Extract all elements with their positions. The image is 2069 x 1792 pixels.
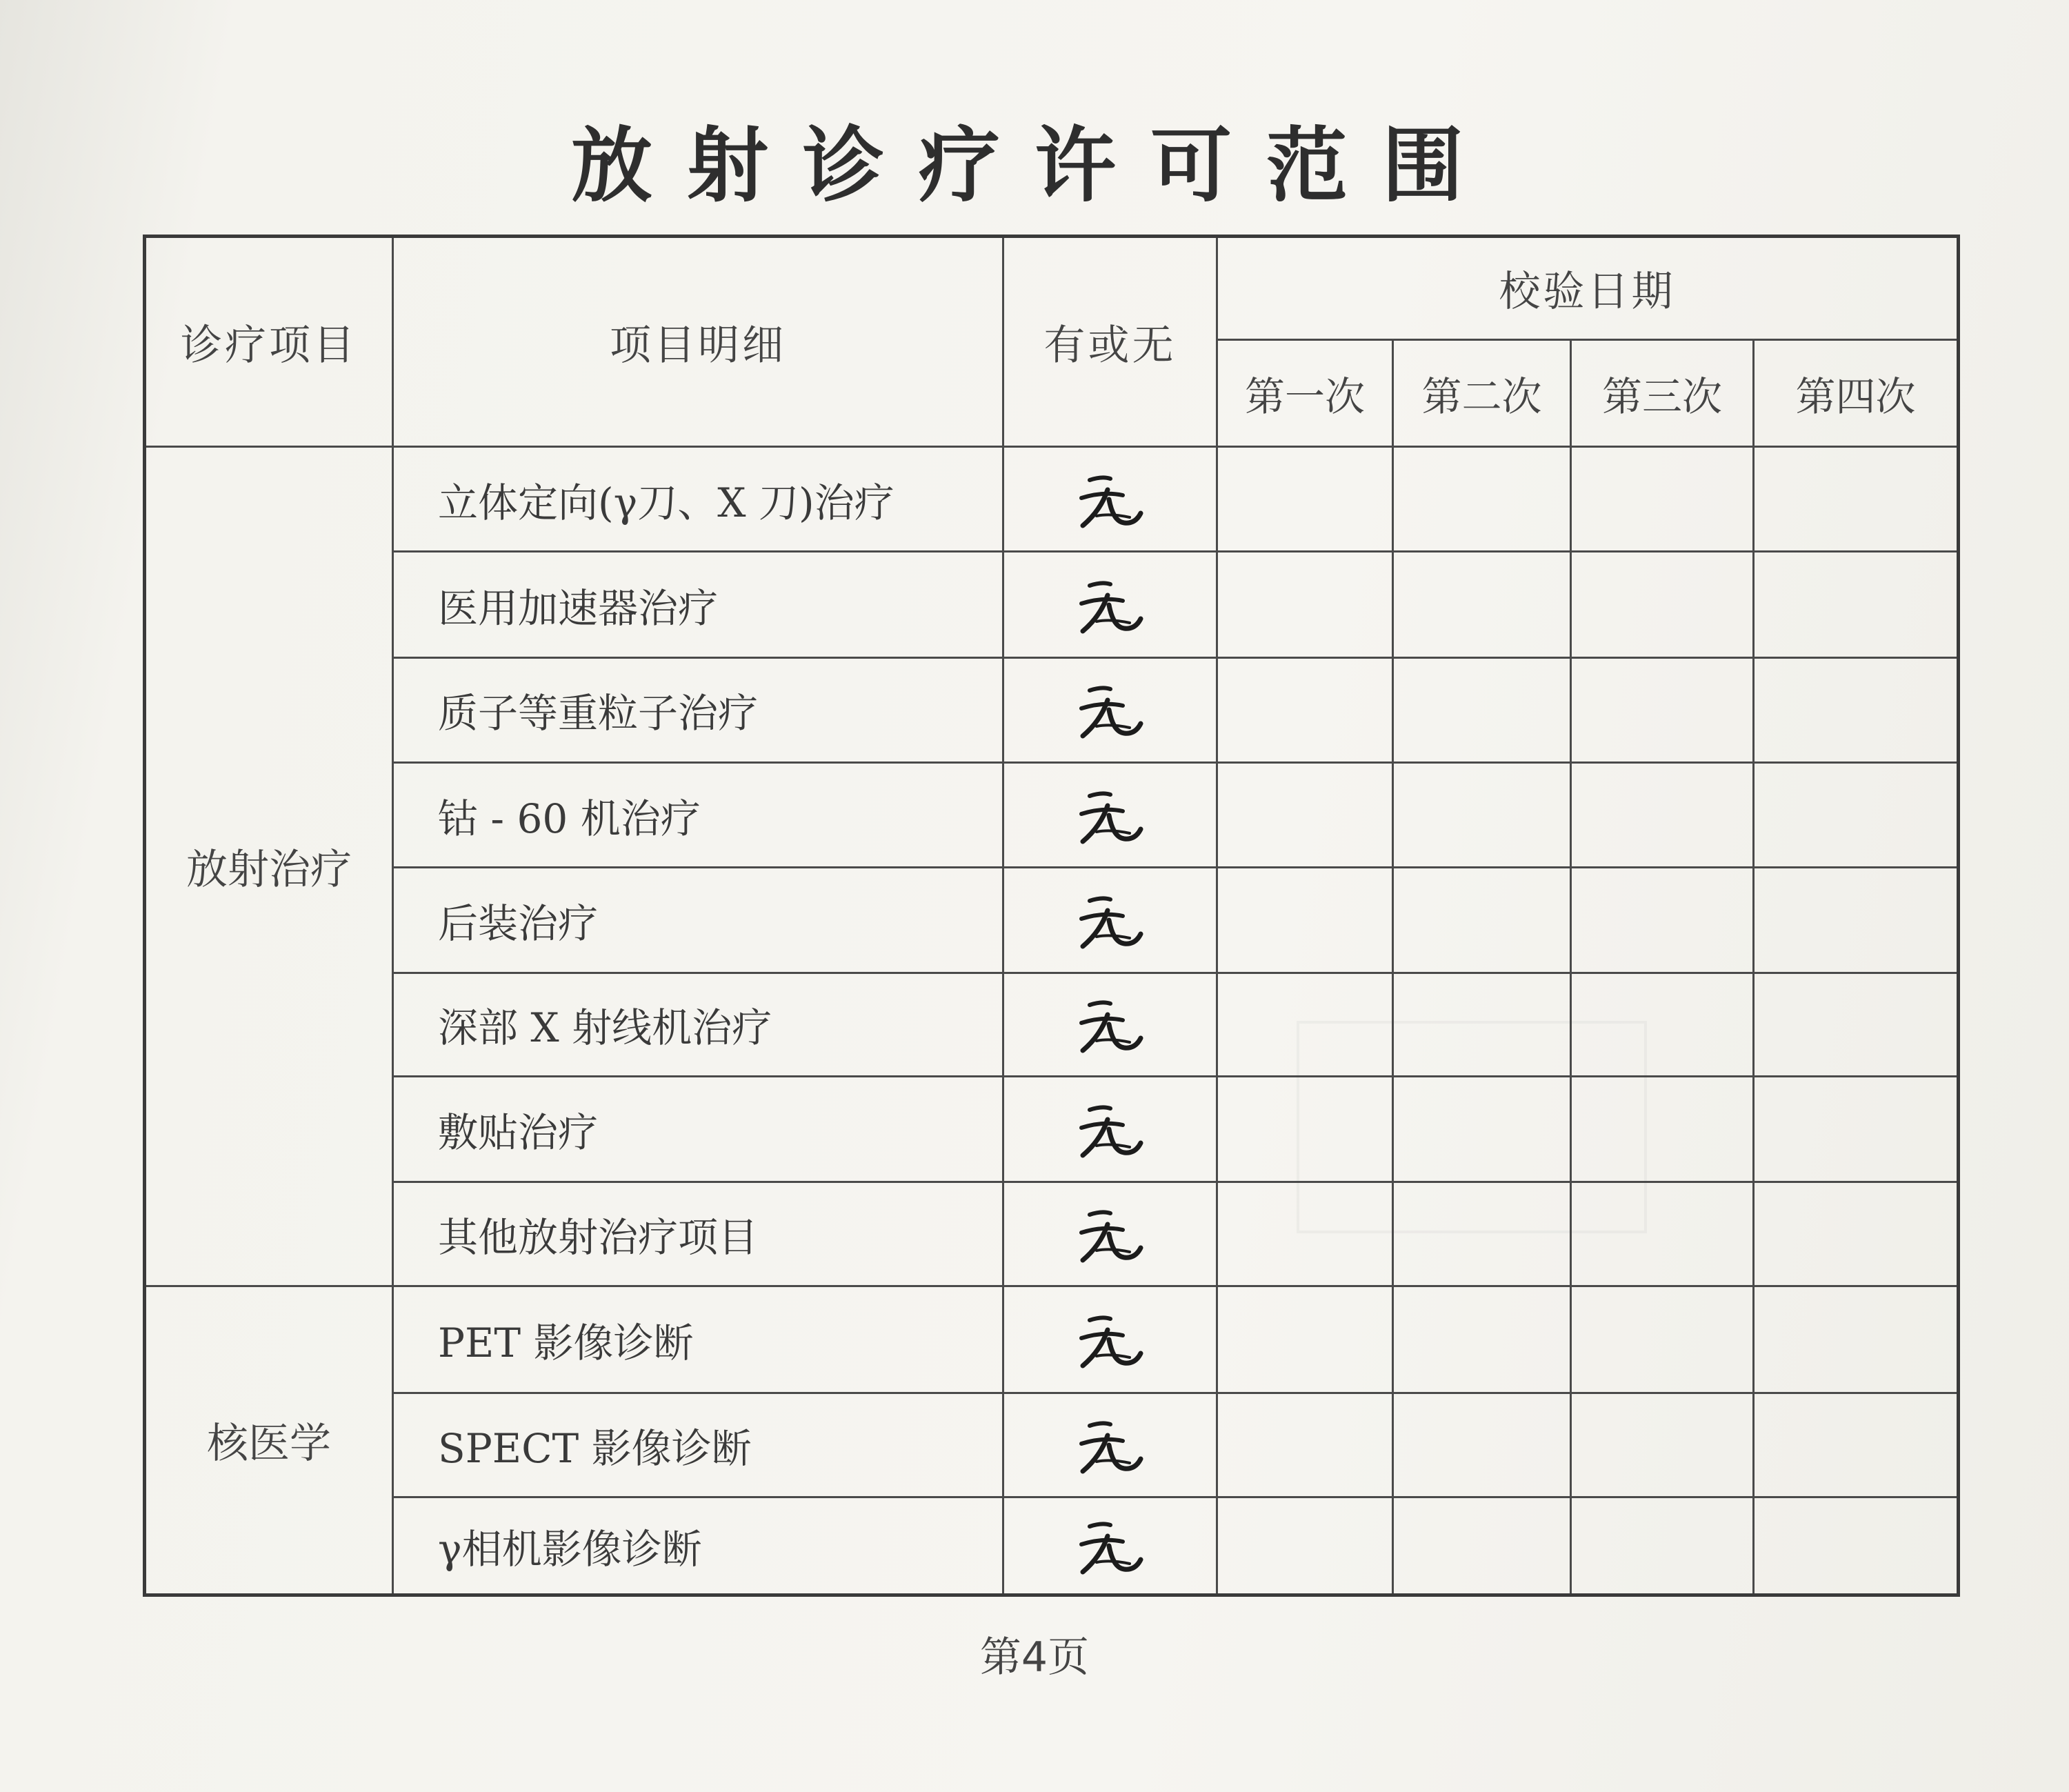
handwritten-wu-mark: [1069, 1095, 1152, 1164]
status-cell: [1003, 1077, 1217, 1182]
handwritten-wu-mark: [1069, 1511, 1152, 1580]
category-cell: 放射治疗: [145, 447, 393, 1286]
category-cell: 核医学: [145, 1286, 393, 1595]
handwritten-wu-mark: [1069, 990, 1152, 1059]
inspection-date-cell-3: [1571, 552, 1754, 657]
inspection-date-cell-1: [1217, 763, 1393, 868]
header-detail: 项目明细: [393, 237, 1003, 447]
page-number: 第4页: [979, 1633, 1090, 1682]
status-cell: [1003, 763, 1217, 868]
inspection-date-cell-4: [1754, 447, 1959, 552]
inspection-date-cell-4: [1754, 868, 1959, 973]
item-detail: SPECT 影像诊断: [393, 1393, 1003, 1497]
inspection-date-cell-4: [1754, 1497, 1959, 1595]
inspection-date-cell-1: [1217, 1393, 1393, 1497]
inspection-date-cell-3: [1571, 1286, 1754, 1393]
inspection-date-cell-2: [1393, 868, 1571, 973]
item-detail: γ相机影像诊断: [393, 1497, 1003, 1595]
table-row: [145, 1393, 1959, 1497]
inspection-date-cell-4: [1754, 1286, 1959, 1393]
item-detail: 钴 - 60 机治疗: [393, 763, 1003, 868]
inspection-date-cell-2: [1393, 447, 1571, 552]
inspection-date-cell-1: [1217, 1182, 1393, 1286]
inspection-date-cell-1: [1217, 1497, 1393, 1595]
inspection-date-cell-2: [1393, 1077, 1571, 1182]
header-category: 诊疗项目: [145, 237, 393, 447]
handwritten-wu-mark: [1069, 1305, 1152, 1374]
handwritten-wu-mark: [1069, 465, 1152, 534]
status-cell: [1003, 552, 1217, 657]
handwritten-wu-mark: [1069, 570, 1152, 639]
status-cell: [1003, 657, 1217, 762]
inspection-date-cell-2: [1393, 1497, 1571, 1595]
inspection-date-cell-4: [1754, 552, 1959, 657]
inspection-date-cell-2: [1393, 763, 1571, 868]
status-cell: [1003, 1182, 1217, 1286]
inspection-date-cell-3: [1571, 763, 1754, 868]
item-detail: 医用加速器治疗: [393, 552, 1003, 657]
header-inspection-1: 第一次: [1217, 340, 1393, 447]
inspection-date-cell-3: [1571, 1497, 1754, 1595]
license-scope-table: [143, 235, 1960, 1597]
table-row: [145, 973, 1959, 1076]
table-row: [145, 657, 1959, 762]
inspection-date-cell-1: [1217, 973, 1393, 1076]
inspection-date-cell-4: [1754, 1393, 1959, 1497]
header-inspection-2: 第二次: [1393, 340, 1571, 447]
handwritten-wu-mark: [1069, 675, 1152, 744]
inspection-date-cell-1: [1217, 1286, 1393, 1393]
status-cell: [1003, 1497, 1217, 1595]
header-inspection-3: 第三次: [1571, 340, 1754, 447]
inspection-date-cell-4: [1754, 1077, 1959, 1182]
table-row: [145, 552, 1959, 657]
header-inspection-4: 第四次: [1754, 340, 1959, 447]
inspection-date-cell-1: [1217, 447, 1393, 552]
inspection-date-cell-2: [1393, 1286, 1571, 1393]
item-detail: 质子等重粒子治疗: [393, 657, 1003, 762]
table-row: [145, 1182, 1959, 1286]
inspection-date-cell-2: [1393, 552, 1571, 657]
inspection-date-cell-2: [1393, 657, 1571, 762]
item-detail: 深部 X 射线机治疗: [393, 973, 1003, 1076]
status-cell: [1003, 973, 1217, 1076]
handwritten-wu-mark: [1069, 781, 1152, 850]
inspection-date-cell-3: [1571, 868, 1754, 973]
handwritten-wu-mark: [1069, 1411, 1152, 1480]
item-detail: 敷贴治疗: [393, 1077, 1003, 1182]
inspection-date-cell-4: [1754, 657, 1959, 762]
table-row: [145, 447, 1959, 552]
inspection-date-cell-3: [1571, 657, 1754, 762]
status-cell: [1003, 868, 1217, 973]
status-cell: [1003, 1286, 1217, 1393]
inspection-date-cell-3: [1571, 447, 1754, 552]
inspection-date-cell-4: [1754, 763, 1959, 868]
inspection-date-cell-1: [1217, 868, 1393, 973]
inspection-date-cell-3: [1571, 1182, 1754, 1286]
inspection-date-cell-2: [1393, 1393, 1571, 1497]
header-inspection-date: 校验日期: [1217, 237, 1959, 340]
inspection-date-cell-4: [1754, 973, 1959, 1076]
inspection-date-cell-2: [1393, 1182, 1571, 1286]
handwritten-wu-mark: [1069, 1199, 1152, 1268]
item-detail: 其他放射治疗项目: [393, 1182, 1003, 1286]
inspection-date-cell-3: [1571, 973, 1754, 1076]
inspection-date-cell-1: [1217, 552, 1393, 657]
header-status: 有或无: [1003, 237, 1217, 447]
table-row: [145, 1286, 1959, 1393]
table-row: [145, 763, 1959, 868]
inspection-date-cell-2: [1393, 973, 1571, 1076]
inspection-date-cell-3: [1571, 1393, 1754, 1497]
item-detail: 后装治疗: [393, 868, 1003, 973]
table-row: [145, 1497, 1959, 1595]
status-cell: [1003, 1393, 1217, 1497]
item-detail: 立体定向(γ刀、X 刀)治疗: [393, 447, 1003, 552]
inspection-date-cell-1: [1217, 657, 1393, 762]
inspection-date-cell-3: [1571, 1077, 1754, 1182]
table-row: [145, 1077, 1959, 1182]
handwritten-wu-mark: [1069, 886, 1152, 955]
status-cell: [1003, 447, 1217, 552]
table-body: [145, 447, 1959, 1595]
inspection-date-cell-1: [1217, 1077, 1393, 1182]
inspection-date-cell-4: [1754, 1182, 1959, 1286]
page-title: 放射诊疗许可范围: [570, 117, 1498, 213]
table-row: [145, 868, 1959, 973]
item-detail: PET 影像诊断: [393, 1286, 1003, 1393]
